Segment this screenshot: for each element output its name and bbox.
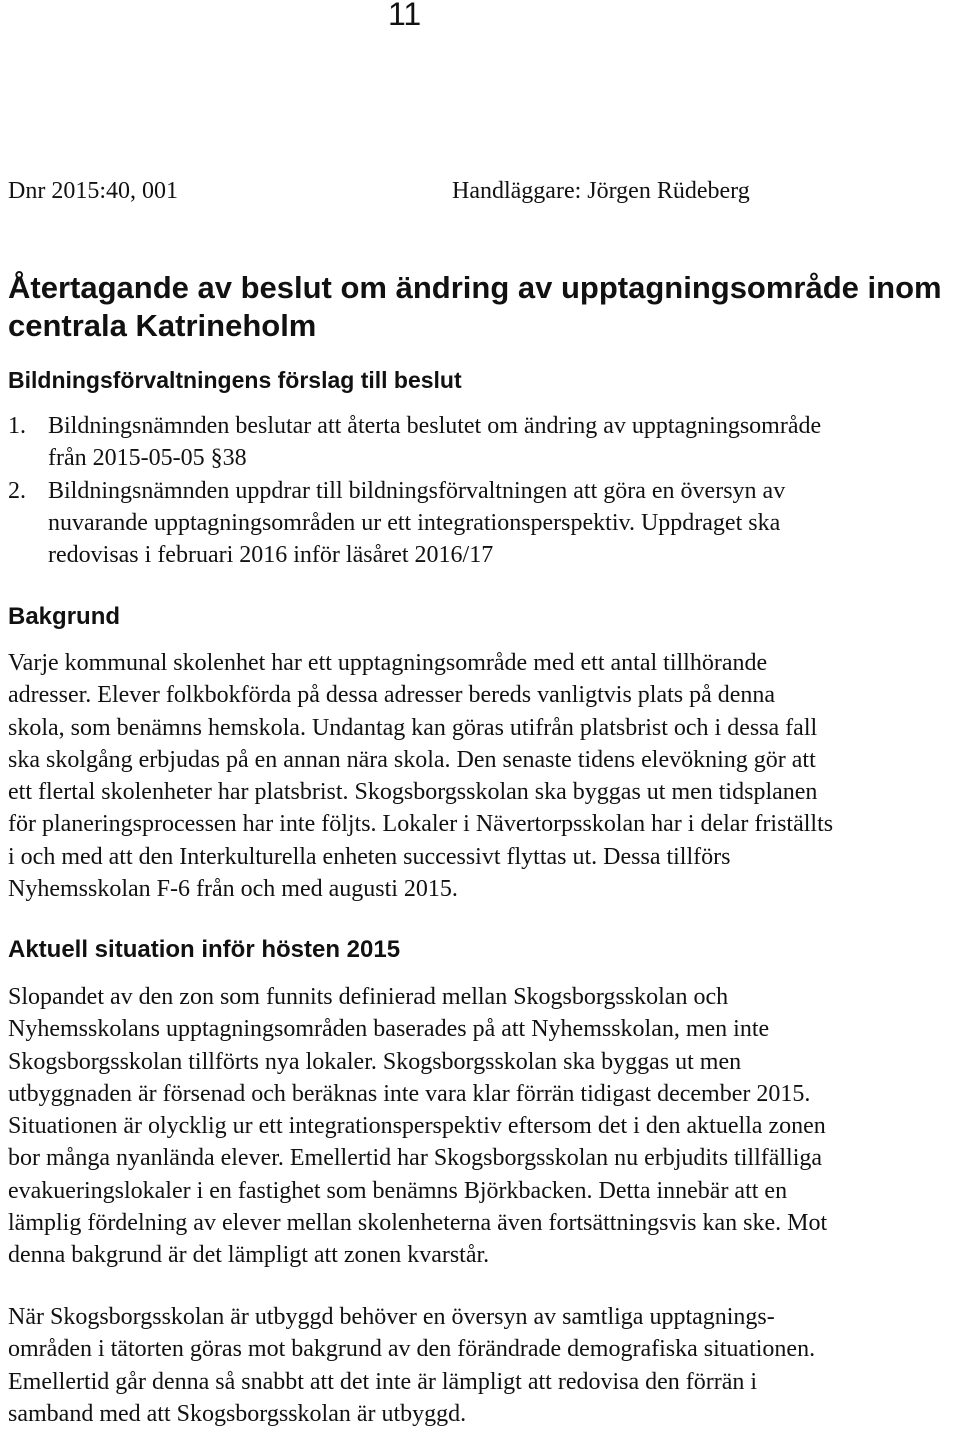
- proposal-item-text: Bildningsnämnden beslutar att återta beslutet om ändring av upptagningsområde från 2015-05-05 §38: [48, 413, 822, 471]
- current-situation-heading: Aktuell situation inför hösten 2015: [8, 936, 401, 963]
- proposal-item-1: [8, 410, 956, 474]
- case-number: Dnr 2015:40, 001: [8, 178, 178, 204]
- document-title: Återtagande av beslut om ändring av upptagningsområde inom centrala Katrineholm: [8, 270, 942, 343]
- page-number: 11: [388, 0, 422, 32]
- current-situation-paragraph-2: När Skogsborgsskolan är utbyggd behöver en översyn av samtliga upptagnings- områden i tätorten göras mot bakgrund av den förändrade demografiska situationen. Emellertid går denna så snabbt att det inte är lämpligt att redovisa den förrän i samband med att Skogsborgsskolan är utbyggd.: [8, 1304, 816, 1427]
- proposal-item-number: 1.: [8, 413, 26, 439]
- proposal-item-2: [8, 475, 956, 571]
- proposal-item-number: 2.: [8, 478, 26, 504]
- background-paragraph: Varje kommunal skolenhet har ett upptagningsområde med ett antal tillhörande adresser. Elever folkbokförda på dessa adresser bereds vanligtvis plats på denna skola, som benämns hemskola. Undantag kan göras utifrån platsbrist och i dessa fall ska skolgång erbjudas på en annan nära skola. Den senaste tidens elevökning gör att ett flertal skolenheter har platsbrist. Skogsborgsskolan ska byggas ut men tidsplanen för planeringsprocessen har inte följts. Lokaler i Nävertorpsskolan har i delar friställts i och med att den Interkulturella enheten successivt flyttas ut. Dessa tillförs Nyhemsskolan F-6 från och med augusti 2015.: [8, 650, 834, 903]
- proposal-item-text: Bildningsnämnden uppdrar till bildningsförvaltningen att göra en översyn av nuvarande upptagningsområden ur ett integrationsperspektiv. Uppdraget ska redovisas i februari 2016 inför läsåret 2016/17: [48, 478, 786, 568]
- current-situation-paragraph-1: Slopandet av den zon som funnits definierad mellan Skogsborgsskolan och Nyhemsskolans upptagningsområden baserades på att Nyhemsskolan, men inte Skogsborgsskolan tillförts nya lokaler. Skogsborgsskolan ska byggas ut men utbyggnaden är försenad och beräknas inte vara klar förrän tidigast december 2015. Situationen är olycklig ur ett integrationsperspektiv eftersom det i den aktuella zonen bor många nyanlända elever. Emellertid har Skogsborgsskolan nu erbjudits tillfälliga evakueringslokaler i en fastighet som benämns Björkbacken. Detta innebär att en lämplig fördelning av elever mellan skolenheterna även fortsättningsvis kan ske. Mot denna bakgrund är det lämpligt att zonen kvarstår.: [8, 984, 828, 1269]
- background-heading: Bakgrund: [8, 603, 121, 630]
- proposal-heading: Bildningsförvaltningens förslag till beslut: [8, 367, 462, 393]
- case-officer: Handläggare: Jörgen Rüdeberg: [452, 178, 750, 204]
